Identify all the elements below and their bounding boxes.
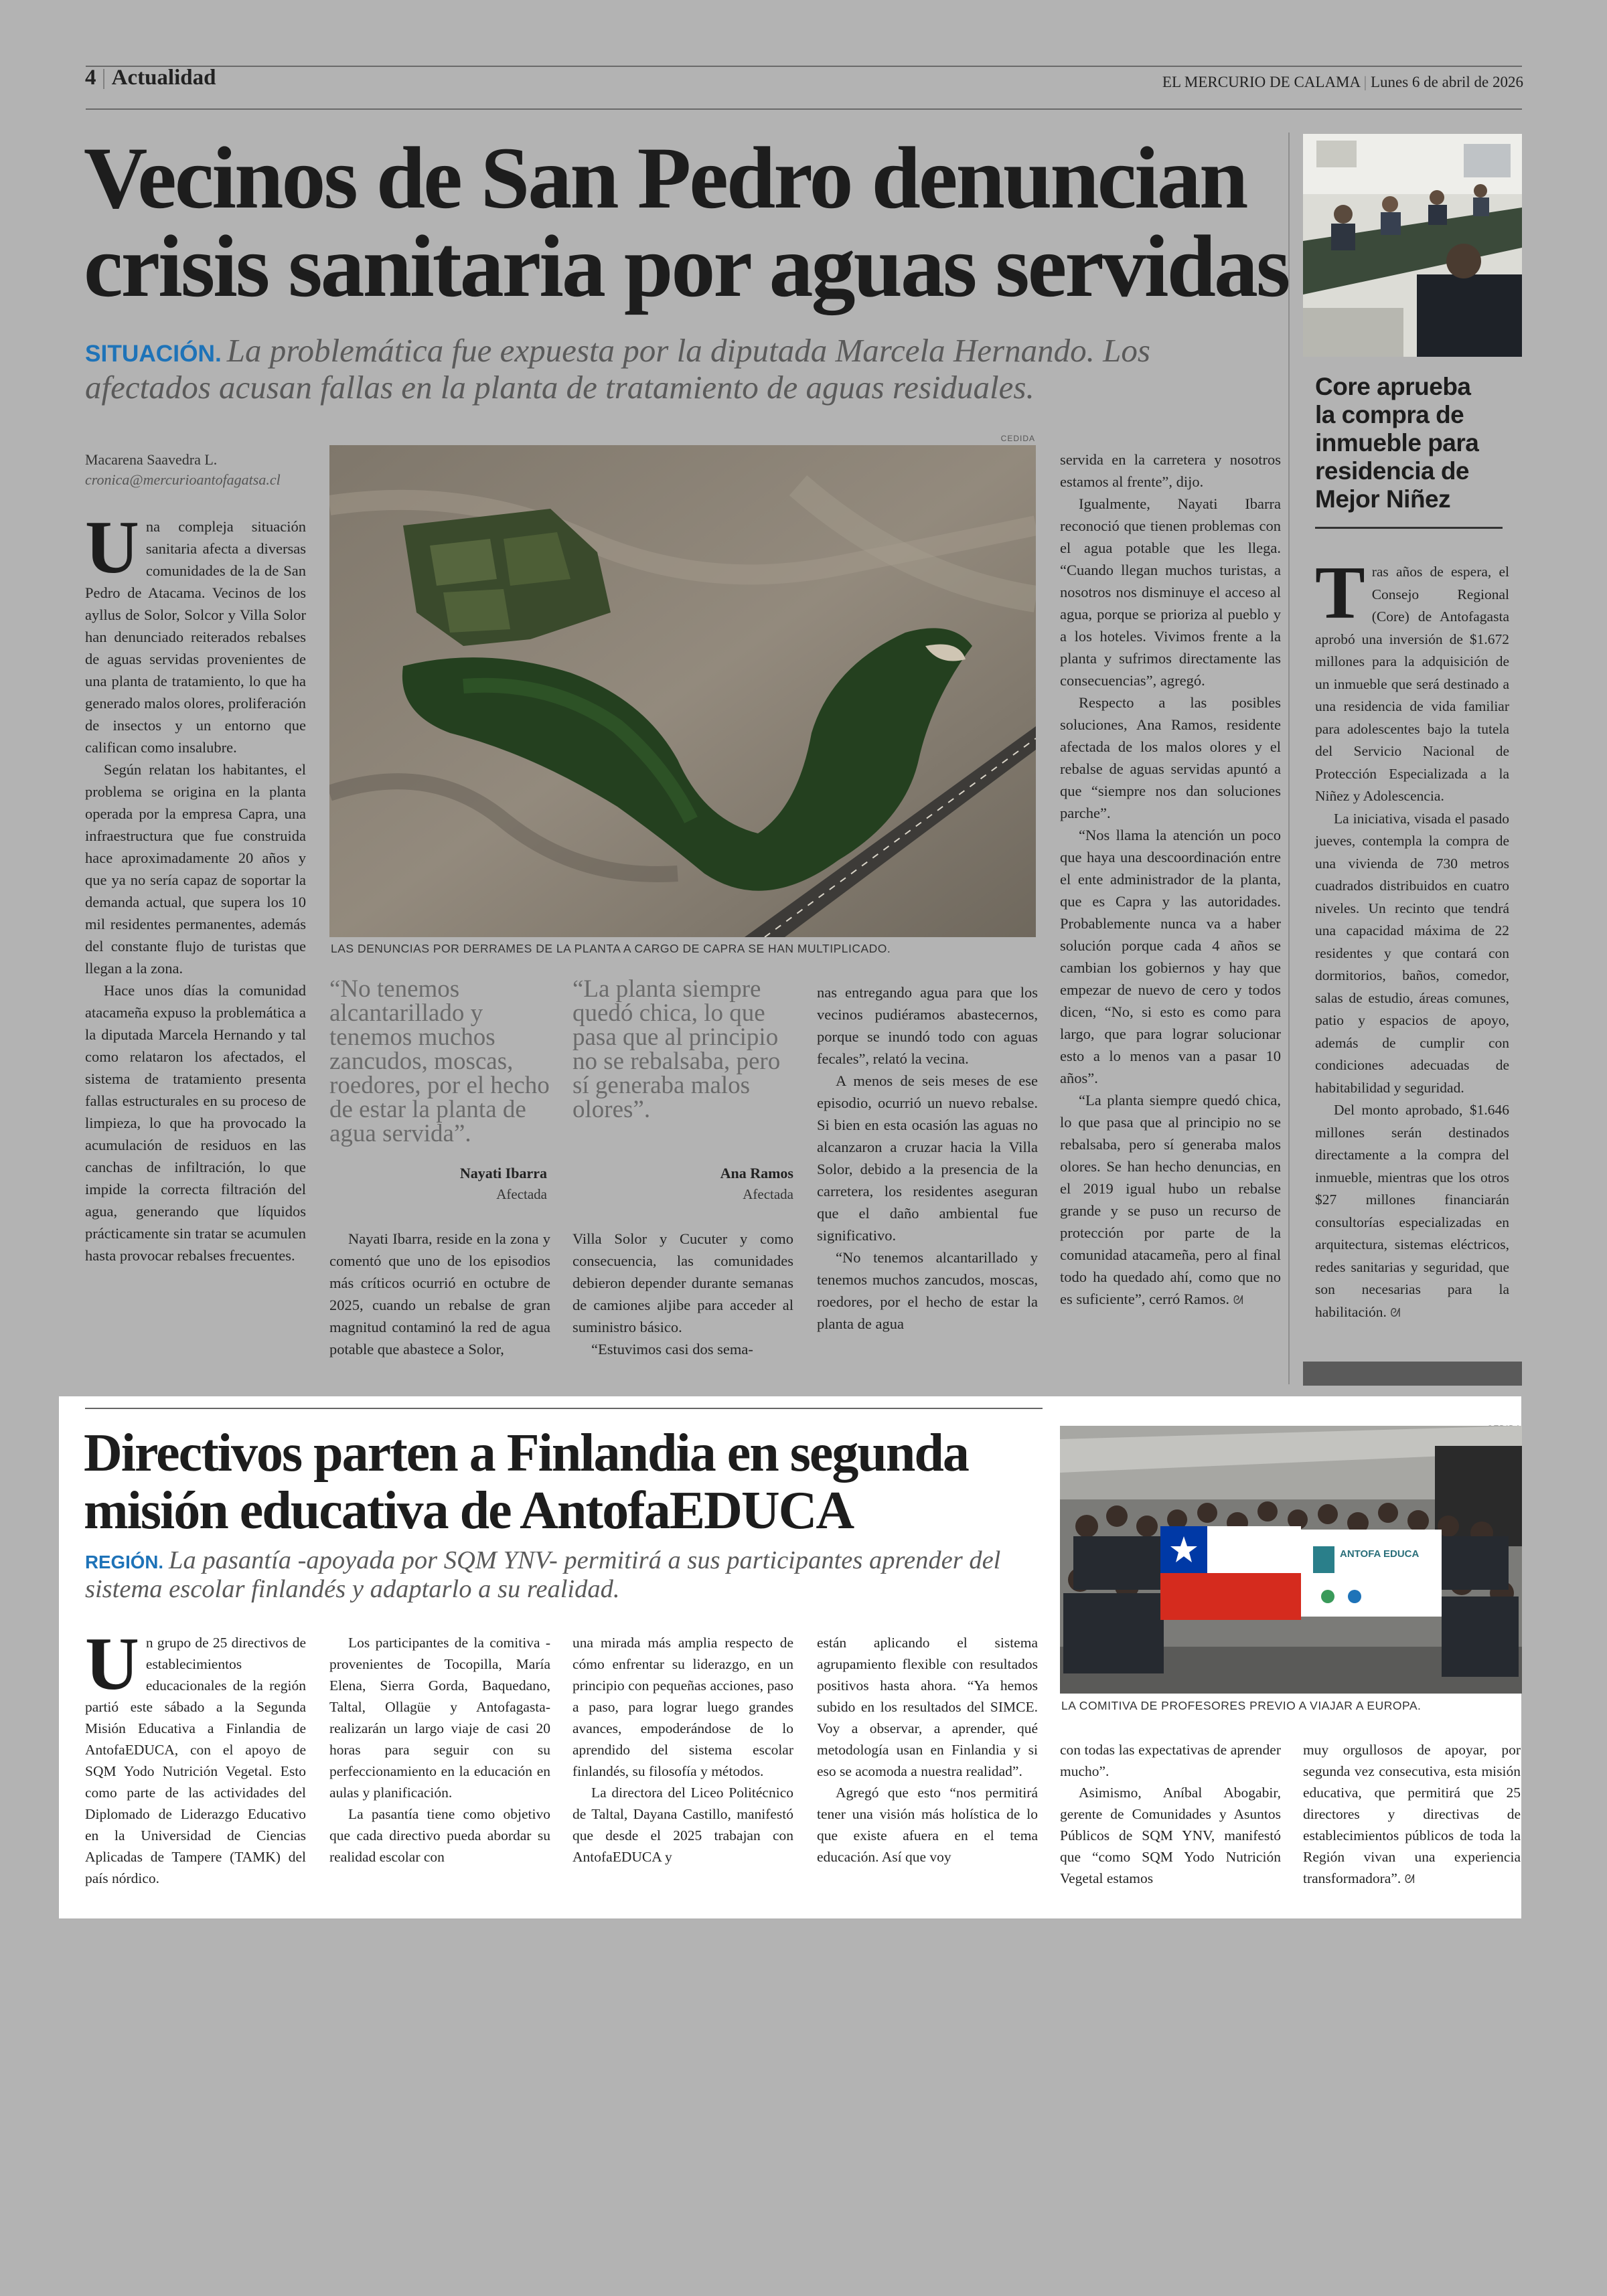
- second-photo-caption: LA COMITIVA DE PROFESORES PREVIO A VIAJAR A EUROPA.: [1061, 1699, 1422, 1712]
- main-col5-p2: Igualmente, Nayati Ibarra reconoció que tienen problemas con el agua potable que les llega. “Cuando llegan muchos turistas, a nosotros nos disminuye el acceso al agua, porque se prioriza al pueblo y a los hoteles. Vivimos frente a la planta y sufrimos directamente las consecuencias”, agregó.: [1060, 495, 1281, 689]
- publication-name: EL MERCURIO DE CALAMA: [1162, 74, 1360, 90]
- main-dropcap: U: [85, 506, 139, 589]
- second-kicker: REGIÓN.: [85, 1552, 164, 1572]
- byline: [85, 450, 313, 490]
- second-col2-p2: La pasantía tiene como objetivo que cada directivo pueda abordar su realidad escolar con: [329, 1806, 550, 1865]
- sidebar-headline-rule: [1315, 527, 1503, 529]
- second-deck-text: La pasantía -apoyada por SQM YNV- permitirá a sus participantes aprender del sistema escolar finlandés y adaptarlo a su realidad.: [85, 1546, 1001, 1604]
- second-col3-p1: una mirada más amplia respecto de cómo enfrentar su liderazgo, en un principio con pequeñas acciones, paso a paso, para lograr luego grandes avances, empoderándose de lo aprendido del sistema escolar finlandés, su filosofía y métodos.: [572, 1635, 793, 1779]
- second-col1-text: n grupo de 25 directivos de establecimientos educacionales de la región partió este sábado a la Segunda Misión Educativa a Finlandia de AntofaEDUCA, con el apoyo de SQM Yodo Nutrición Vegetal. Esto como parte de las actividades del Diplomado de Liderazgo Educativo en la Universidad de Ciencias Aplicadas de Tampere (TAMK) del país nórdico.: [85, 1635, 306, 1886]
- main-col5-p5: “La planta siempre quedó chica, lo que pasa que al principio no se rebalsaba, pero sí generaba malos olores. Se han hecho denuncias, en el 2019 igual hubo un rebalse grande y se puso un recurso de protección por parte de la comunidad atacameña, pero al final todo ha quedado ahí, como que no es suficiente”, cerró Ramos.: [1060, 1092, 1281, 1307]
- author-name: Macarena Saavedra L.: [85, 451, 218, 468]
- second-col-4: [817, 1632, 1038, 1868]
- second-col5-p1: con todas las expectativas de aprender mucho”.: [1060, 1742, 1281, 1779]
- author-email: cronica@mercurioantofagatsa.cl: [85, 471, 281, 488]
- second-dropcap: U: [85, 1623, 139, 1706]
- pull-quote-2-role: Afectada: [743, 1186, 793, 1202]
- second-end-mark: ᘛ: [1404, 1872, 1415, 1886]
- main-col4-p1: nas entregando agua para que los vecinos pudiéramos abastecernos, porque se inundó todo con aguas fecales”, relató la vecina.: [817, 984, 1038, 1067]
- second-col6-p1: muy orgullosos de apoyar, por segunda vez consecutiva, esta misión educativa, que permitirá que 25 directores y directivas de establecimientos públicos de toda la Región vivan una experiencia transformadora”.: [1303, 1742, 1521, 1886]
- second-col-1: [85, 1623, 306, 1889]
- main-col-5: [1060, 448, 1281, 1311]
- publication-date: Lunes 6 de abril de 2026: [1370, 74, 1523, 90]
- main-col-2: [329, 1228, 550, 1360]
- sidebar-p1: ras años de espera, el Consejo Regional (Core) de Antofagasta aprobó una inversión de $1.672 millones para la adquisición de un inmueble que será destinado a una residencia de vida familiar para adolescentes bajo la tutela del Servicio Nacional de Protección Especializada a la Niñez y Adolescencia.: [1315, 564, 1509, 804]
- second-col-6: [1303, 1739, 1521, 1890]
- main-photo: [329, 445, 1036, 937]
- second-col4-p2: Agregó que esto “nos permitirá tener una visión más holística de lo que existe afuera en el tema educación. Así que voy: [817, 1785, 1038, 1865]
- main-col5-p4: “Nos llama la atención un poco que haya una descoordinación entre el ente administrador de la planta, que es Capra y las autoridades. Probablemente nunca va a haber solución porque cada 4 años se cambian los gobiernos y hay que empezar de nuevo de cero y todos dicen, “No, si esto es como para largo, que para lograr solucionar esto a lo menos van a pasar 10 años”.: [1060, 827, 1281, 1086]
- pull-quote-1-role: Afectada: [496, 1186, 547, 1202]
- main-col-4: [817, 981, 1038, 1335]
- main-col1-p2: Según relatan los habitantes, el problema se origina en la planta operada por la empresa Capra, una infraestructura que fue construida hace aproximadamente 20 años y que ya no sería capaz de soportar la demanda actual, que supera los 10 mil residentes permanentes, además del constante flujo de turistas que llegan a la zona.: [85, 761, 306, 977]
- pull-quote-2: “La planta siempre quedó chica, lo que pasa que al principio no se rebalsaba, pero sí generaba malos olores”.: [572, 975, 781, 1123]
- main-col-3: [572, 1228, 793, 1360]
- main-col4-p2: A menos de seis meses de ese episodio, ocurrió un nuevo rebalse. Si bien en esta ocasión las aguas no alcanzaron a cruzar hacia la Villa Solor, debido a la presencia de la carretera, los residentes aseguran que el daño ambiental fue significativo.: [817, 1072, 1038, 1244]
- pull-quote-1-name: Nayati Ibarra: [459, 1165, 547, 1181]
- publication-line: EL MERCURIO DE CALAMA | Lunes 6 de abril de 2026: [1162, 74, 1523, 90]
- second-col-3: [572, 1632, 793, 1868]
- second-col3-p2: La directora del Liceo Politécnico de Taltal, Dayana Castillo, manifestó que desde el 2025 trabajan con AntofaEDUCA y: [572, 1785, 793, 1865]
- antofaeduca-banner: [1301, 1530, 1442, 1617]
- main-deck-text: La problemática fue expuesta por la diputada Marcela Hernando. Los afectados acusan fallas en la planta de tratamiento de aguas residuales.: [85, 332, 1150, 406]
- second-story-top-rule: [85, 1408, 1043, 1409]
- second-headline: Directivos parten a Finlandia en segunda misión educativa de AntofaEDUCA: [84, 1424, 968, 1541]
- main-col-1: [85, 506, 306, 1266]
- main-col4-p3: “No tenemos alcantarillado y tenemos muchos zancudos, moscas, roedores, por el hecho de estar la planta de agua: [817, 1249, 1038, 1332]
- page-number: 4: [85, 66, 96, 90]
- second-deck: [85, 1546, 1036, 1604]
- sidebar-headline: Core aprueba la compra de inmueble para residencia de Mejor Niñez: [1315, 373, 1479, 513]
- banner-text: ANTOFA EDUCA: [1340, 1548, 1420, 1560]
- page-section-label: 4 | Actualidad: [85, 66, 216, 90]
- sidebar-footer-bar: [1303, 1362, 1522, 1386]
- section-name: Actualidad: [111, 66, 216, 90]
- main-deck: [85, 333, 1277, 406]
- main-col2-p1: Nayati Ibarra, reside en la zona y comentó que uno de los episodios más críticos ocurrió en octubre de 2025, cuando un rebalse de gran magnitud contaminó la red de agua potable que abastece a Solor,: [329, 1230, 550, 1358]
- second-col5-p2: Asimismo, Aníbal Abogabir, gerente de Comunidades y Asuntos Públicos de SQM YNV, manifestó que “como SQM Yodo Nutrición Vegetal estamos: [1060, 1785, 1281, 1886]
- main-col5-p1: servida en la carretera y nosotros estamos al frente”, dijo.: [1060, 451, 1281, 490]
- main-col3-p2: “Estuvimos casi dos sema-: [591, 1341, 753, 1358]
- pull-quote-2-name: Ana Ramos: [720, 1165, 793, 1181]
- council-meeting-image: [1303, 134, 1522, 357]
- group-photo-image: [1060, 1426, 1522, 1694]
- main-col3-p1: Villa Solor y Cucuter y como consecuencia, las comunidades debieron depender durante semanas de camiones aljibe para acceder al suministro básico.: [572, 1230, 793, 1335]
- sidebar-p3: Del monto aprobado, $1.646 millones serán destinados directamente a la compra del inmueble, mientras que los otros $27 millones financiarán consultorías especializadas en arquitectura, sistemas eléctricos, redes sanitarias y seguridad, que son necesarias para la habilitación.: [1315, 1102, 1509, 1320]
- second-col2-p1: Los participantes de la comitiva - provenientes de Tocopilla, María Elena, Sierra Gorda, Baquedano, Taltal, Ollagüe y Antofagasta-realizarán un largo viaje de casi 20 horas para seguir con su perfeccionamiento en la educación en aulas y planificación.: [329, 1635, 550, 1801]
- chile-flag: [1160, 1526, 1301, 1620]
- second-col-2: [329, 1632, 550, 1868]
- sidebar-body: [1315, 552, 1509, 1324]
- main-kicker: SITUACIÓN.: [85, 341, 222, 367]
- second-col4-p1: están aplicando el sistema agrupamiento flexible con resultados positivos hasta ahora. “Ya hemos subido en los resultados del SIMCE. Voy a observar, a aprender, qué metodología usan en Finlandia y si eso se acomoda a nuestra realidad”.: [817, 1635, 1038, 1779]
- sidebar-divider: [1288, 133, 1290, 1384]
- pull-quote-1: “No tenemos alcantarillado y tenemos muchos zancudos, moscas, roedores, por el hecho de estar la planta de agua servida”.: [329, 975, 550, 1147]
- main-headline: Vecinos de San Pedro denuncian crisis sanitaria por aguas servidas: [84, 129, 1289, 315]
- second-photo: [1060, 1426, 1522, 1694]
- main-col5-p3: Respecto a las posibles soluciones, Ana Ramos, residente afectada de los malos olores y el rebalse de aguas servidas apuntó a que “siempre nos dan soluciones parche”.: [1060, 694, 1281, 821]
- main-col1-p3: Hace unos días la comunidad atacameña expuso la problemática a la diputada Marcela Hernando y tal como relataron los afectados, el sistema de tratamiento presenta fallas estructurales en su proceso de limpieza, lo que ha provocado la acumulación de residuos en las canchas de infiltración, lo que impide la correcta filtración del agua, generando que líquidos prácticamente sin tratar se acumulen hasta provocar rebalses frecuentes.: [85, 982, 306, 1264]
- sidebar-dropcap: T: [1315, 552, 1365, 635]
- second-col-5: [1060, 1739, 1281, 1889]
- sidebar-p2: La iniciativa, visada el pasado jueves, contempla la compra de una vivienda de 730 metros cuadrados distribuidos en cuatro niveles. Un recinto que tendrá una capacidad máxima de 22 residentes y que contará con dormitorios, baños, comedor, salas de estudio, áreas comunes, patio y espacios de apoyo, además de cumplir con condiciones adecuadas de habitabilidad y seguridad.: [1315, 810, 1509, 1096]
- main-photo-credit: CEDIDA: [1000, 434, 1035, 443]
- main-end-mark: ᘛ: [1233, 1293, 1243, 1307]
- main-col1-p1: na compleja situación sanitaria afecta a diversas comunidades de la de San Pedro de Atacama. Vecinos de los ayllus de Solor, Solcor y Villa Solor han denunciado reiterados rebalses de aguas servidas provenientes de una planta de tratamiento, lo que ha generado malos olores, proliferación de insectos y un entorno que califican como insalubre.: [85, 518, 306, 756]
- aerial-lagoon-image: [329, 445, 1036, 937]
- sidebar-end-mark: ᘛ: [1390, 1305, 1401, 1320]
- main-photo-caption: LAS DENUNCIAS POR DERRAMES DE LA PLANTA A CARGO DE CAPRA SE HAN MULTIPLICADO.: [331, 942, 891, 955]
- sidebar-photo: [1303, 134, 1522, 357]
- header-bottom-rule: [86, 108, 1522, 110]
